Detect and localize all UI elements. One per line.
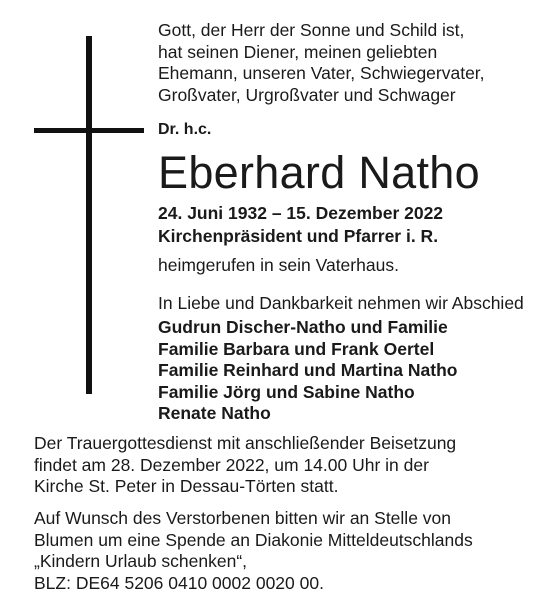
mourner-entry: Familie Reinhard und Martina Natho	[158, 360, 458, 380]
donation-line: „Kindern Urlaub schenken“,	[34, 551, 248, 571]
academic-title: Dr. h.c.	[158, 121, 212, 138]
donation-line: Auf Wunsch des Verstorbenen bitten wir an Stelle von	[34, 508, 452, 528]
mourner-entry: Gudrun Discher-Natho und Familie	[158, 317, 448, 337]
service-line: Der Trauergottesdienst mit anschließender Beisetzung	[34, 433, 457, 453]
funeral-service-info	[34, 433, 544, 498]
donation-info	[34, 508, 544, 594]
donation-line: Blumen um eine Spende an Diakonie Mitteldeutschlands	[34, 529, 473, 550]
mourner-entry: Familie Barbara und Frank Oertel	[158, 338, 435, 359]
life-dates: 24. Juni 1932 – 15. Dezember 2022	[158, 203, 444, 223]
verse-line: Ehemann, unseren Vater, Schwiegervater,	[158, 63, 485, 83]
bible-verse	[158, 20, 543, 106]
deceased-name: Eberhard Natho	[158, 147, 480, 198]
mourner-entry: Familie Jörg und Sabine Natho	[158, 381, 415, 402]
service-line: findet am 28. Dezember 2022, um 14.00 Uhr in der	[34, 454, 429, 475]
office-title: Kirchenpräsident und Pfarrer i. R.	[158, 226, 439, 246]
service-line: Kirche St. Peter in Dessau-Törten statt.	[34, 476, 339, 496]
mourners-list	[158, 317, 543, 425]
verse-line: hat seinen Diener, meinen geliebten	[158, 41, 438, 62]
verse-line: Gott, der Herr der Sonne und Schild ist,	[158, 20, 465, 40]
donation-line: BLZ: DE64 5206 0410 0002 0020 00.	[34, 572, 324, 593]
mourner-entry: Renate Natho	[158, 403, 271, 423]
called-home-text: heimgerufen in sein Vaterhaus.	[158, 255, 399, 275]
cross-vertical-bar	[86, 36, 92, 394]
farewell-text: In Liebe und Dankbarkeit nehmen wir Abschied	[158, 293, 524, 313]
cross-horizontal-bar	[34, 128, 144, 133]
verse-line: Großvater, Urgroßvater und Schwager	[158, 84, 456, 105]
